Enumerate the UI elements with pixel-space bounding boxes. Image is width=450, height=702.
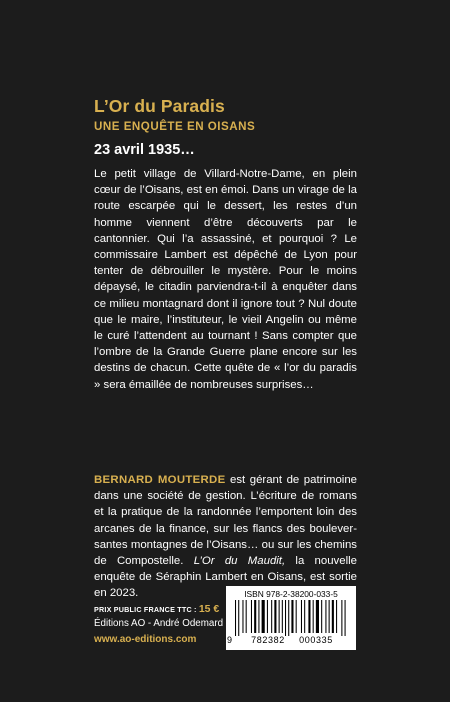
barcode-icon (235, 600, 347, 636)
barcode-bar (301, 600, 302, 633)
price-label: PRIX PUBLIC FRANCE TTC : (94, 605, 199, 614)
barcode-panel (226, 586, 356, 650)
barcode-digit-first: 9 (227, 635, 233, 645)
author-other-book-title: L’Or du Maudit, (193, 555, 286, 568)
barcode-bar (254, 600, 256, 633)
barcode-bar (279, 600, 280, 633)
barcode-bar (304, 600, 305, 633)
barcode-bar (251, 600, 252, 633)
barcode-bar (235, 600, 236, 636)
barcode-bar (329, 600, 330, 633)
barcode-bar (246, 600, 247, 633)
barcode-bar (271, 600, 272, 633)
author-name: BERNARD MOUTERDE (94, 474, 226, 486)
barcode-bar (313, 600, 314, 633)
barcode-bar (321, 600, 322, 633)
barcode-bar (296, 600, 297, 633)
barcode-digits-right: 000335 (299, 635, 333, 645)
barcode-bar (267, 600, 268, 633)
author-bio (94, 472, 357, 602)
barcode-bar (336, 600, 337, 633)
barcode-bar (332, 600, 334, 633)
barcode-bar (308, 600, 310, 633)
author-bio-text: est gérant de patrimoine dans une société de gestion. L’écriture de romans et la pratique de la randonnée l’emportent loin des arcanes de la finance, sur les flancs des bouleversantes montagnes de l’Oisans… ou sur les chemins de Compostelle. (94, 474, 357, 568)
isbn-label: ISBN 978-2-38200-033-5 (244, 589, 338, 599)
date-heading: 23 avril 1935… (94, 142, 195, 158)
barcode-bar (288, 600, 289, 636)
price-value: 15 € (198, 603, 220, 615)
price-line (94, 603, 219, 615)
barcode-bar (262, 600, 265, 633)
book-subtitle: UNE ENQUÊTE EN OISANS (94, 120, 256, 133)
publisher-website: www.ao-editions.com (94, 634, 197, 645)
barcode-digits-left: 782382 (251, 635, 285, 645)
publisher-name: Éditions AO - André Odemard (94, 618, 224, 629)
author-bio-text-end: la nouvelle enquête de Séraphin Lambert en Oisans, est sortie en 2023. (94, 555, 357, 600)
barcode-bar (238, 600, 239, 636)
barcode-bar (316, 600, 319, 633)
barcode-bar (282, 600, 283, 633)
barcode-bar (242, 600, 243, 633)
barcode-bar (274, 600, 276, 633)
book-title: L’Or du Paradis (94, 96, 225, 116)
barcode-bar (285, 600, 286, 636)
barcode-bar (345, 600, 346, 636)
barcode-bar (325, 600, 326, 633)
barcode-bar (291, 600, 293, 633)
synopsis-paragraph: Le petit village de Villard-Notre-Dame, en plein cœur de l’Oisans, est en émoi. Dans un virage de la route escarpée qui le dessert, les restes d’un homme viennent d’être découverts par le cantonnier. Qui l’a assassiné, et pourquoi ? Le commissaire Lambert est dépêché de Lyon pour tenter de débrouiller le mystère. Pour le moins dépaysé, le citadin parviendra-t-il à enquêter dans ce milieu montagnard dont il ignore tout ? Nul doute que le maire, l’instituteur, le vieil Angelin ou même le curé l’attendent au tournant ! Sans compter que l’ombre de la Grande Guerre plane encore sur les destins de chacun. Cette quête de « l’or du paradis » sera émaillée de nombreuses surprises… (94, 168, 357, 391)
barcode-bar (258, 600, 259, 633)
barcode-bar (341, 600, 342, 636)
